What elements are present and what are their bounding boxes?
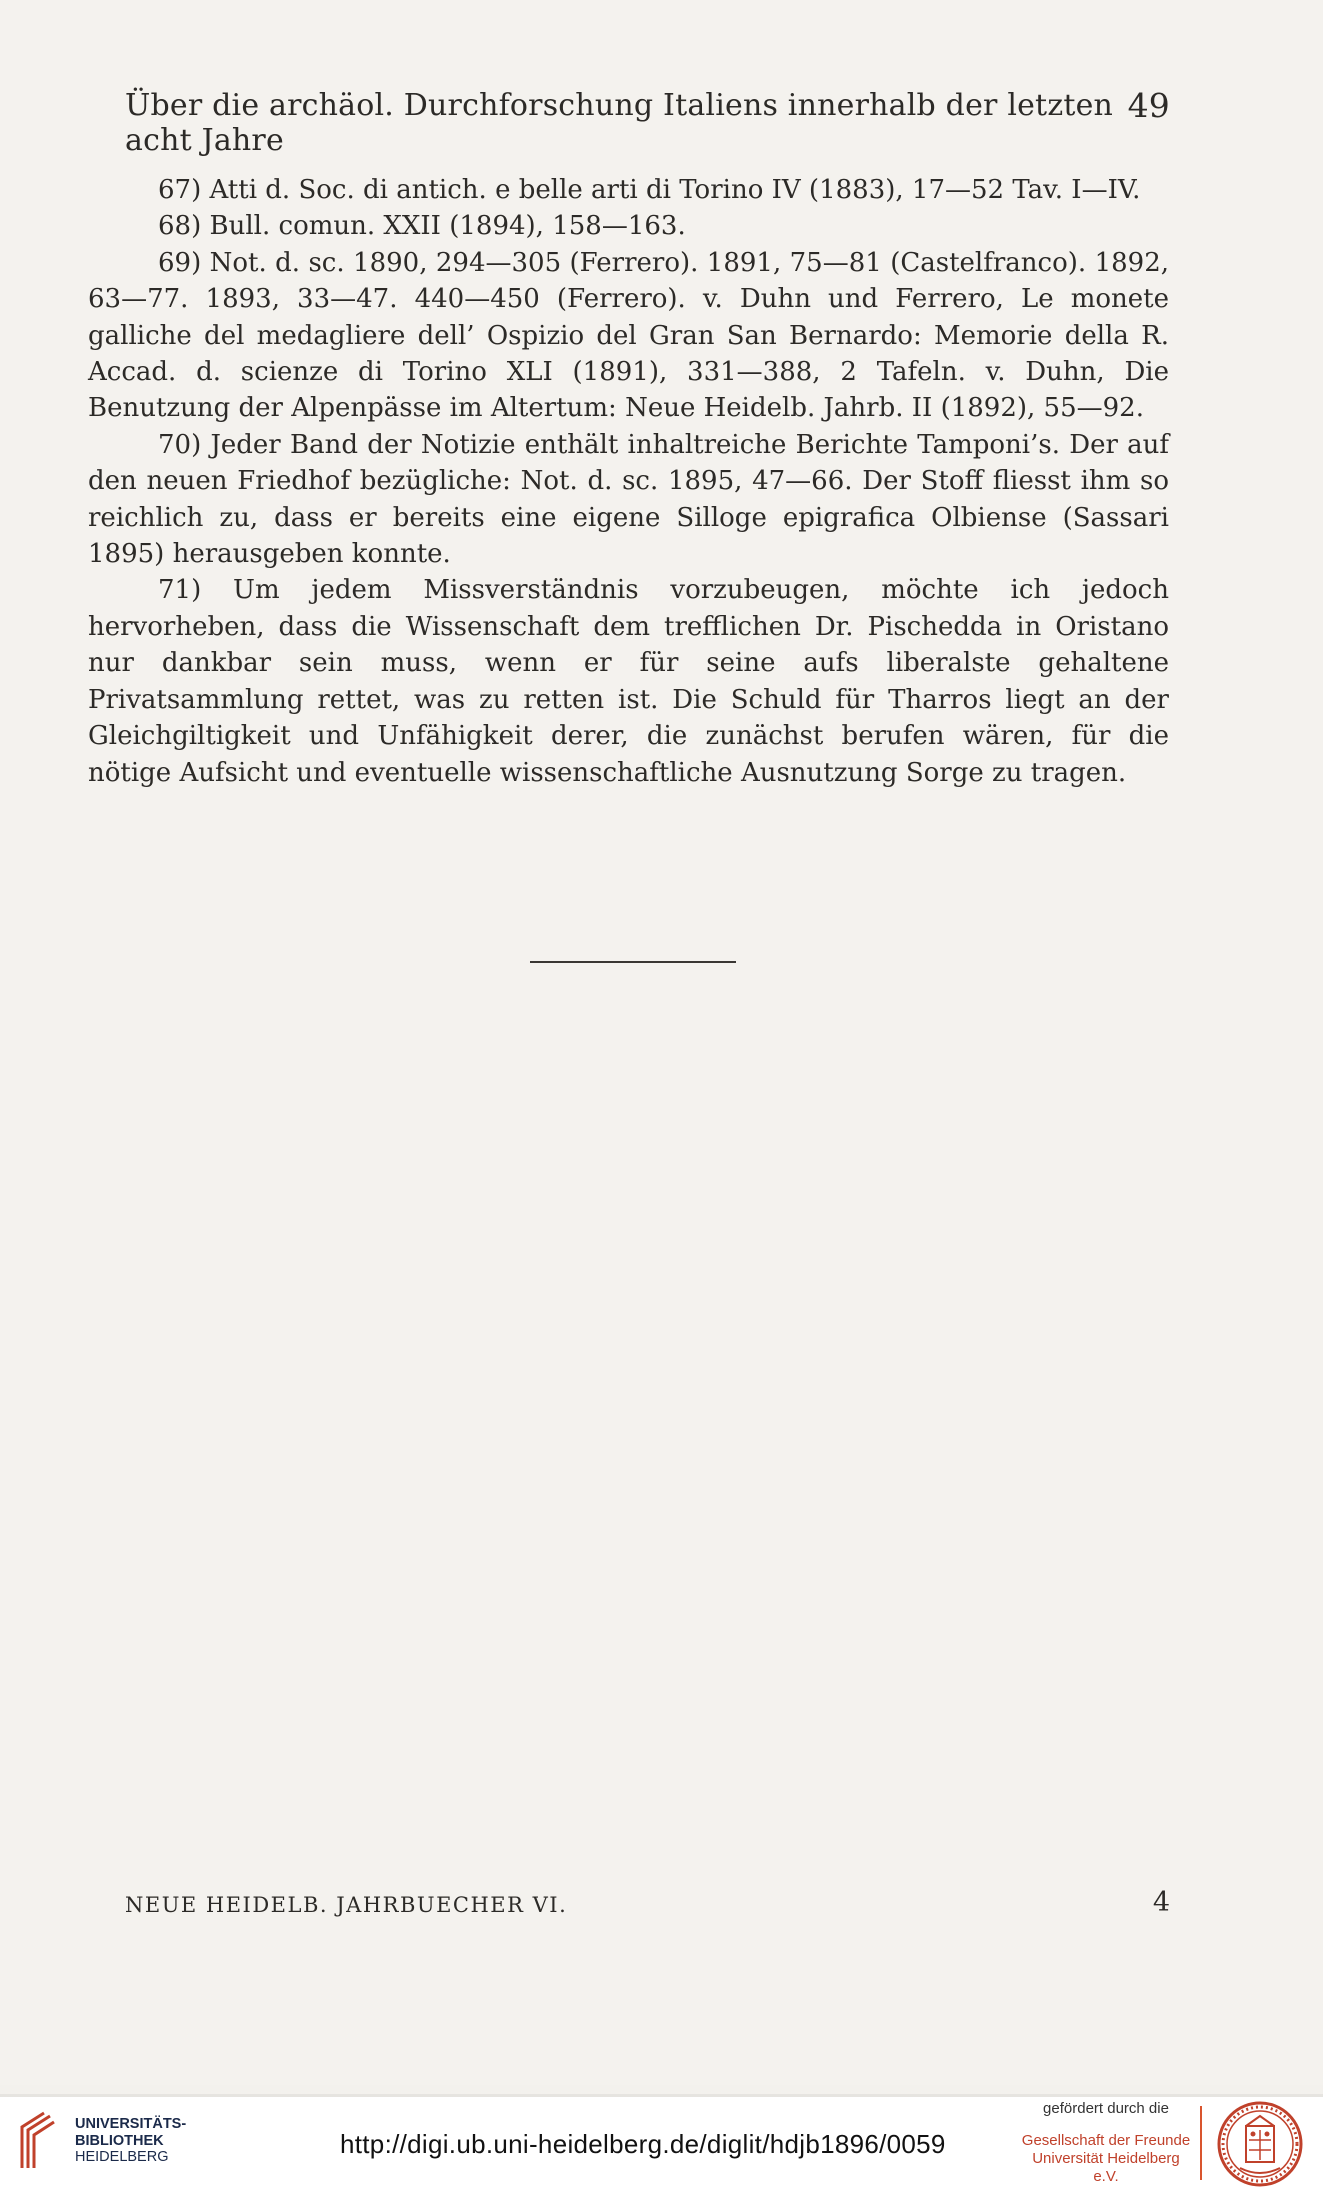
university-library-logo-icon[interactable] — [14, 2110, 58, 2172]
end-rule — [530, 961, 736, 963]
footnote-69: 69) Not. d. sc. 1890, 294—305 (Ferrero). 1891, 75—81 (Castelfranco). 1892, 63—77. 1893, 33—47. 440—450 (Ferrero). v. Duhn und Ferrero, Le monete galliche del medagliere dell’ Ospizio del Gran San Bernardo: Memorie della R. Accad. d. scienze di Torino XLI (1891), 331—388, 2 Tafeln. v. Duhn, Die Benutzung der Alpenpässe im Altertum: Neue Heidelb. Jahrb. II (1892), 55—92. — [88, 247, 1169, 424]
footnote-70: 70) Jeder Band der Notizie enthält inhaltreiche Berichte Tamponi’s. Der auf den neuen Friedhof bezügliche: Not. d. sc. 1895, 47—66. Der Stoff fliesst ihm so reichlich zu, dass er bereits eine eigene Silloge epigrafica Olbiense (Sassari 1895) herausgeben konnte. — [88, 429, 1169, 570]
banner-divider — [0, 2094, 1323, 2097]
running-head — [125, 88, 1170, 158]
sponsor-block[interactable] — [1020, 2100, 1192, 2186]
printer-signature — [125, 1887, 1170, 1918]
sponsor-divider — [1200, 2106, 1202, 2180]
footnote-68: 68) Bull. comun. XXII (1894), 158—163. — [158, 211, 686, 242]
digitization-banner — [0, 2094, 1323, 2190]
sponsor-org-line1: Gesellschaft der Freunde — [1021, 2132, 1191, 2149]
running-title: Über die archäol. Durchforschung Italiens innerhalb der letzten acht Jahre — [125, 88, 1114, 158]
sponsor-label: gefördert durch die — [1043, 2100, 1169, 2117]
library-name-line2: BIBLIOTHEK — [75, 2132, 164, 2149]
sheet-number: 4 — [1152, 1887, 1170, 1918]
footnotes — [88, 172, 1169, 791]
permalink-url[interactable]: http://digi.ub.uni-heidelberg.de/diglit/hdjb1896/0059 — [340, 2129, 946, 2159]
footnote-67: 67) Atti d. Soc. di antich. e belle arti di Torino IV (1883), 17—52 Tav. I—IV. — [158, 175, 1141, 205]
library-name-line1: UNIVERSITÄTS- — [75, 2116, 187, 2132]
footnote-71: 71) Um jedem Missverständnis vorzubeugen, möchte ich jedoch hervorheben, dass die Wissenschaft dem trefflichen Dr. Pischedda in Oristano nur dankbar sein muss, wenn er für seine aufs liberalste gehaltene Privatsammlung rettet, was zu retten ist. Die Schuld für Tharros liegt an der Gleichgiltigkeit und Unfähigkeit derer, die zunächst berufen wären, für die nötige Aufsicht und eventuelle wissenschaftliche Ausnutzung Sorge zu tragen. — [88, 575, 1169, 788]
library-name[interactable] — [75, 2116, 186, 2166]
sponsor-org-line2: Universität Heidelberg e.V. — [1032, 2150, 1180, 2185]
page-number: 49 — [1127, 86, 1170, 125]
library-name-line3: HEIDELBERG — [75, 2149, 169, 2165]
university-seal-icon[interactable] — [1216, 2100, 1304, 2188]
signature-text: NEUE HEIDELB. JAHRBUECHER VI. — [125, 1893, 568, 1917]
